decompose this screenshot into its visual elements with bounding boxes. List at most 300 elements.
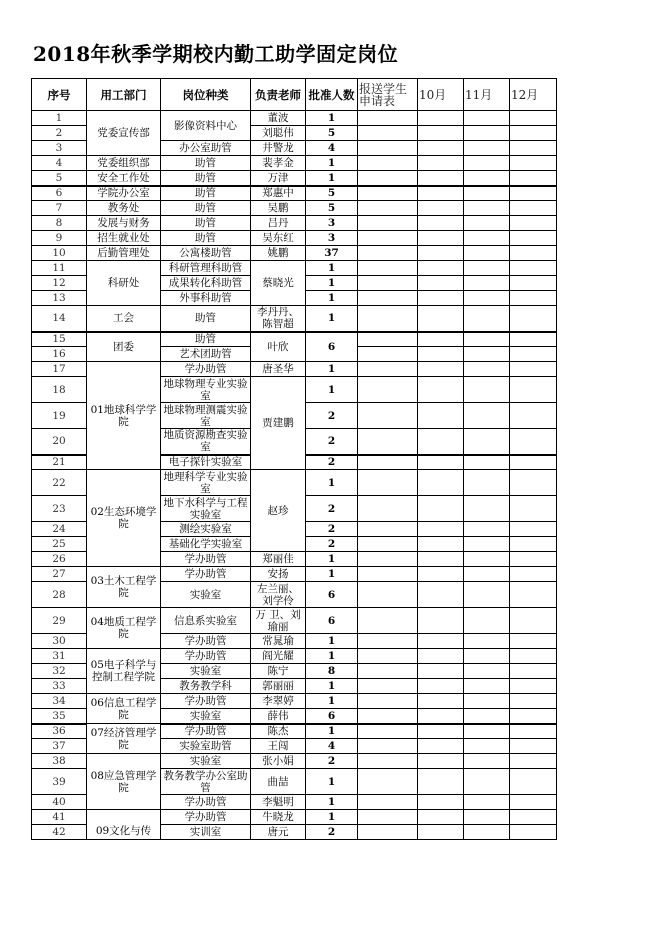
dec-cell: [510, 496, 557, 522]
dec-cell: [510, 201, 557, 216]
dec-cell: [510, 664, 557, 679]
count-cell: 1: [306, 679, 358, 694]
oct-cell: [418, 126, 464, 141]
count-cell: 1: [306, 362, 358, 377]
dec-cell: [510, 276, 557, 291]
oct-cell: [418, 403, 464, 429]
application-cell: [358, 171, 418, 186]
oct-cell: [418, 769, 464, 795]
nov-cell: [464, 664, 510, 679]
dec-cell: [510, 634, 557, 649]
post-cell: 电子探针实验室: [161, 455, 251, 470]
table-row: [32, 111, 557, 126]
nov-cell: [464, 231, 510, 246]
table-body: [32, 111, 557, 840]
nov-cell: [464, 171, 510, 186]
post-cell: 办公室助管: [161, 141, 251, 156]
count-cell: 2: [306, 522, 358, 537]
header-application: 报送学生申请表: [358, 79, 418, 111]
seq-cell: 10: [32, 246, 87, 261]
nov-cell: [464, 649, 510, 664]
application-cell: [358, 186, 418, 201]
dec-cell: [510, 694, 557, 709]
nov-cell: [464, 111, 510, 126]
post-cell: 地理科学专业实验室: [161, 470, 251, 496]
post-cell: 助管: [161, 231, 251, 246]
table-row: [32, 754, 557, 769]
application-cell: [358, 377, 418, 403]
application-cell: [358, 111, 418, 126]
nov-cell: [464, 810, 510, 825]
seq-cell: 35: [32, 709, 87, 724]
post-cell: 地下水科学与工程实验室: [161, 496, 251, 522]
dec-cell: [510, 649, 557, 664]
application-cell: [358, 403, 418, 429]
nov-cell: [464, 347, 510, 362]
nov-cell: [464, 455, 510, 470]
nov-cell: [464, 246, 510, 261]
oct-cell: [418, 111, 464, 126]
oct-cell: [418, 810, 464, 825]
dec-cell: [510, 810, 557, 825]
table-row: [32, 216, 557, 231]
dept-cell: 06信息工程学院: [87, 694, 161, 724]
application-cell: [358, 649, 418, 664]
post-cell: 助管: [161, 306, 251, 332]
post-cell: 实验室: [161, 709, 251, 724]
nov-cell: [464, 141, 510, 156]
application-cell: [358, 664, 418, 679]
nov-cell: [464, 276, 510, 291]
dec-cell: [510, 739, 557, 754]
teacher-cell: 李丹丹、陈智超: [251, 306, 306, 332]
nov-cell: [464, 537, 510, 552]
oct-cell: [418, 141, 464, 156]
nov-cell: [464, 403, 510, 429]
teacher-cell: 万 卫、刘瑜丽: [251, 608, 306, 634]
oct-cell: [418, 582, 464, 608]
nov-cell: [464, 362, 510, 377]
oct-cell: [418, 739, 464, 754]
application-cell: [358, 582, 418, 608]
dec-cell: [510, 332, 557, 347]
post-cell: 学办助管: [161, 567, 251, 582]
application-cell: [358, 470, 418, 496]
dec-cell: [510, 567, 557, 582]
seq-cell: 6: [32, 186, 87, 201]
oct-cell: [418, 552, 464, 567]
dept-cell: 党委组织部: [87, 156, 161, 171]
oct-cell: [418, 246, 464, 261]
oct-cell: [418, 156, 464, 171]
oct-cell: [418, 347, 464, 362]
oct-cell: [418, 201, 464, 216]
header-row: [32, 79, 557, 111]
seq-cell: 16: [32, 347, 87, 362]
seq-cell: 41: [32, 810, 87, 825]
table-row: [32, 649, 557, 664]
dec-cell: [510, 126, 557, 141]
post-cell: 学办助管: [161, 810, 251, 825]
seq-cell: 29: [32, 608, 87, 634]
dec-cell: [510, 246, 557, 261]
seq-cell: 2: [32, 126, 87, 141]
oct-cell: [418, 567, 464, 582]
header-teacher: 负责老师: [251, 79, 306, 111]
table-row: [32, 694, 557, 709]
post-cell: 实验室助管: [161, 739, 251, 754]
nov-cell: [464, 608, 510, 634]
oct-cell: [418, 171, 464, 186]
teacher-cell: 郑惠中: [251, 186, 306, 201]
dec-cell: [510, 825, 557, 840]
application-cell: [358, 769, 418, 795]
post-cell: 信息系实验室: [161, 608, 251, 634]
seq-cell: 22: [32, 470, 87, 496]
application-cell: [358, 537, 418, 552]
nov-cell: [464, 156, 510, 171]
post-cell: 教务教学办公室助管: [161, 769, 251, 795]
teacher-cell: 张小娟: [251, 754, 306, 769]
count-cell: 37: [306, 246, 358, 261]
application-cell: [358, 455, 418, 470]
teacher-cell: 刘聪伟: [251, 126, 306, 141]
count-cell: 1: [306, 111, 358, 126]
application-cell: [358, 810, 418, 825]
oct-cell: [418, 231, 464, 246]
table-row: [32, 186, 557, 201]
application-cell: [358, 201, 418, 216]
post-cell: 助管: [161, 186, 251, 201]
nov-cell: [464, 522, 510, 537]
table-row: [32, 306, 557, 332]
nov-cell: [464, 126, 510, 141]
teacher-cell: 井警龙: [251, 141, 306, 156]
header-dept: 用工部门: [87, 79, 161, 111]
teacher-cell: 姚鹏: [251, 246, 306, 261]
dec-cell: [510, 709, 557, 724]
dec-cell: [510, 261, 557, 276]
seq-cell: 30: [32, 634, 87, 649]
application-cell: [358, 522, 418, 537]
seq-cell: 21: [32, 455, 87, 470]
oct-cell: [418, 634, 464, 649]
oct-cell: [418, 276, 464, 291]
oct-cell: [418, 664, 464, 679]
nov-cell: [464, 634, 510, 649]
nov-cell: [464, 470, 510, 496]
dec-cell: [510, 291, 557, 306]
seq-cell: 28: [32, 582, 87, 608]
post-cell: 学办助管: [161, 649, 251, 664]
oct-cell: [418, 496, 464, 522]
dec-cell: [510, 537, 557, 552]
teacher-cell: 左兰丽、刘学伶: [251, 582, 306, 608]
oct-cell: [418, 306, 464, 332]
dept-cell: 安全工作处: [87, 171, 161, 186]
seq-cell: 38: [32, 754, 87, 769]
teacher-cell: 曲喆: [251, 769, 306, 795]
count-cell: 3: [306, 216, 358, 231]
application-cell: [358, 141, 418, 156]
positions-table: [31, 78, 557, 840]
table-row: [32, 156, 557, 171]
table-row: [32, 724, 557, 739]
post-cell: 基础化学实验室: [161, 537, 251, 552]
table-row: [32, 810, 557, 825]
count-cell: 6: [306, 332, 358, 362]
seq-cell: 17: [32, 362, 87, 377]
oct-cell: [418, 377, 464, 403]
application-cell: [358, 739, 418, 754]
count-cell: 5: [306, 201, 358, 216]
teacher-cell: 董波: [251, 111, 306, 126]
application-cell: [358, 429, 418, 455]
dept-cell: 团委: [87, 332, 161, 362]
dept-cell: 科研处: [87, 261, 161, 306]
oct-cell: [418, 795, 464, 810]
oct-cell: [418, 679, 464, 694]
header-post: 岗位种类: [161, 79, 251, 111]
oct-cell: [418, 186, 464, 201]
table-row: [32, 261, 557, 276]
dept-cell: 01地球科学学院: [87, 362, 161, 470]
post-cell: 艺术团助管: [161, 347, 251, 362]
application-cell: [358, 724, 418, 739]
teacher-cell: 唐元: [251, 825, 306, 840]
count-cell: 4: [306, 739, 358, 754]
dept-cell: [87, 810, 161, 840]
teacher-cell: 叶欣: [251, 332, 306, 362]
application-cell: [358, 754, 418, 769]
teacher-cell: 吕丹: [251, 216, 306, 231]
seq-cell: 19: [32, 403, 87, 429]
seq-cell: 11: [32, 261, 87, 276]
application-cell: [358, 634, 418, 649]
table-row: [32, 332, 557, 347]
count-cell: 1: [306, 634, 358, 649]
count-cell: 2: [306, 403, 358, 429]
teacher-cell: 安扬: [251, 567, 306, 582]
seq-cell: 13: [32, 291, 87, 306]
nov-cell: [464, 739, 510, 754]
nov-cell: [464, 429, 510, 455]
post-cell: 公寓楼助管: [161, 246, 251, 261]
oct-cell: [418, 649, 464, 664]
dec-cell: [510, 362, 557, 377]
count-cell: 2: [306, 537, 358, 552]
nov-cell: [464, 216, 510, 231]
dept-text: 09文化与传: [95, 825, 152, 837]
oct-cell: [418, 291, 464, 306]
teacher-cell: 牛晓龙: [251, 810, 306, 825]
dept-cell: 学院办公室: [87, 186, 161, 201]
post-cell: 教务教学科: [161, 679, 251, 694]
application-cell: [358, 246, 418, 261]
table-row: [32, 246, 557, 261]
oct-cell: [418, 825, 464, 840]
oct-cell: [418, 216, 464, 231]
teacher-cell: 裴孝金: [251, 156, 306, 171]
post-cell: 学办助管: [161, 795, 251, 810]
count-cell: 6: [306, 608, 358, 634]
count-cell: 1: [306, 810, 358, 825]
table-row: [32, 608, 557, 634]
dec-cell: [510, 552, 557, 567]
dept-cell: 工会: [87, 306, 161, 332]
oct-cell: [418, 724, 464, 739]
count-cell: 5: [306, 126, 358, 141]
page-title: 2018年秋季学期校内勤工助学固定岗位: [33, 42, 399, 66]
teacher-cell: 薛伟: [251, 709, 306, 724]
count-cell: 2: [306, 429, 358, 455]
dept-cell: 后勤管理处: [87, 246, 161, 261]
count-cell: 3: [306, 231, 358, 246]
count-cell: 1: [306, 769, 358, 795]
nov-cell: [464, 496, 510, 522]
oct-cell: [418, 709, 464, 724]
seq-cell: 33: [32, 679, 87, 694]
dept-cell: 党委宣传部: [87, 111, 161, 156]
dec-cell: [510, 754, 557, 769]
dec-cell: [510, 769, 557, 795]
count-cell: 2: [306, 825, 358, 840]
oct-cell: [418, 522, 464, 537]
header-nov: 11月: [464, 79, 510, 111]
dept-cell: 04地质工程学院: [87, 608, 161, 649]
nov-cell: [464, 825, 510, 840]
dec-cell: [510, 156, 557, 171]
table-row: [32, 201, 557, 216]
count-cell: 6: [306, 709, 358, 724]
nov-cell: [464, 754, 510, 769]
oct-cell: [418, 429, 464, 455]
seq-cell: 8: [32, 216, 87, 231]
nov-cell: [464, 769, 510, 795]
dec-cell: [510, 724, 557, 739]
count-cell: 1: [306, 276, 358, 291]
application-cell: [358, 332, 418, 347]
dec-cell: [510, 111, 557, 126]
post-cell: 学办助管: [161, 552, 251, 567]
oct-cell: [418, 754, 464, 769]
teacher-cell: 陈宁: [251, 664, 306, 679]
application-cell: [358, 276, 418, 291]
teacher-cell: 李魁明: [251, 795, 306, 810]
teacher-cell: 万津: [251, 171, 306, 186]
dept-cell: 05电子科学与控制工程学院: [87, 649, 161, 694]
nov-cell: [464, 795, 510, 810]
header-seq: 序号: [32, 79, 87, 111]
seq-cell: 14: [32, 306, 87, 332]
dec-cell: [510, 377, 557, 403]
post-cell: 助管: [161, 171, 251, 186]
dec-cell: [510, 455, 557, 470]
application-cell: [358, 362, 418, 377]
count-cell: 4: [306, 141, 358, 156]
teacher-cell: 郑丽佳: [251, 552, 306, 567]
header-count: 批准人数: [306, 79, 358, 111]
dec-cell: [510, 608, 557, 634]
dec-cell: [510, 171, 557, 186]
oct-cell: [418, 261, 464, 276]
dec-cell: [510, 522, 557, 537]
dec-cell: [510, 795, 557, 810]
dept-cell: 02生态环境学院: [87, 470, 161, 567]
post-cell: 学办助管: [161, 634, 251, 649]
post-cell: 学办助管: [161, 694, 251, 709]
seq-cell: 12: [32, 276, 87, 291]
oct-cell: [418, 332, 464, 347]
dept-cell: 07经济管理学院: [87, 724, 161, 754]
seq-cell: 23: [32, 496, 87, 522]
seq-cell: 9: [32, 231, 87, 246]
seq-cell: 1: [32, 111, 87, 126]
nov-cell: [464, 261, 510, 276]
teacher-cell: 陈杰: [251, 724, 306, 739]
oct-cell: [418, 470, 464, 496]
dec-cell: [510, 347, 557, 362]
post-cell: 影像资料中心: [161, 111, 251, 141]
post-cell: 地质资源勘查实验室: [161, 429, 251, 455]
count-cell: 1: [306, 377, 358, 403]
count-cell: 8: [306, 664, 358, 679]
count-cell: 6: [306, 582, 358, 608]
application-cell: [358, 126, 418, 141]
count-cell: 1: [306, 291, 358, 306]
nov-cell: [464, 377, 510, 403]
dec-cell: [510, 141, 557, 156]
count-cell: 1: [306, 470, 358, 496]
dec-cell: [510, 429, 557, 455]
table-row: [32, 362, 557, 377]
post-cell: 测绘实验室: [161, 522, 251, 537]
seq-cell: 20: [32, 429, 87, 455]
application-cell: [358, 795, 418, 810]
nov-cell: [464, 582, 510, 608]
teacher-cell: 王闯: [251, 739, 306, 754]
post-cell: 助管: [161, 156, 251, 171]
application-cell: [358, 156, 418, 171]
post-cell: 实验室: [161, 582, 251, 608]
nov-cell: [464, 552, 510, 567]
table-row: [32, 171, 557, 186]
seq-cell: 34: [32, 694, 87, 709]
count-cell: 2: [306, 496, 358, 522]
nov-cell: [464, 186, 510, 201]
table-row: [32, 470, 557, 496]
nov-cell: [464, 567, 510, 582]
dept-cell: 发展与财务: [87, 216, 161, 231]
dept-cell: 招生就业处: [87, 231, 161, 246]
post-cell: 实验室: [161, 754, 251, 769]
nov-cell: [464, 291, 510, 306]
post-cell: 外事科助管: [161, 291, 251, 306]
seq-cell: 39: [32, 769, 87, 795]
post-cell: 助管: [161, 216, 251, 231]
seq-cell: 40: [32, 795, 87, 810]
post-cell: 地球物理专业实验室: [161, 377, 251, 403]
count-cell: 1: [306, 306, 358, 332]
seq-cell: 32: [32, 664, 87, 679]
application-cell: [358, 694, 418, 709]
seq-cell: 37: [32, 739, 87, 754]
dec-cell: [510, 186, 557, 201]
nov-cell: [464, 332, 510, 347]
application-cell: [358, 291, 418, 306]
post-cell: 实验室: [161, 664, 251, 679]
seq-cell: 18: [32, 377, 87, 403]
